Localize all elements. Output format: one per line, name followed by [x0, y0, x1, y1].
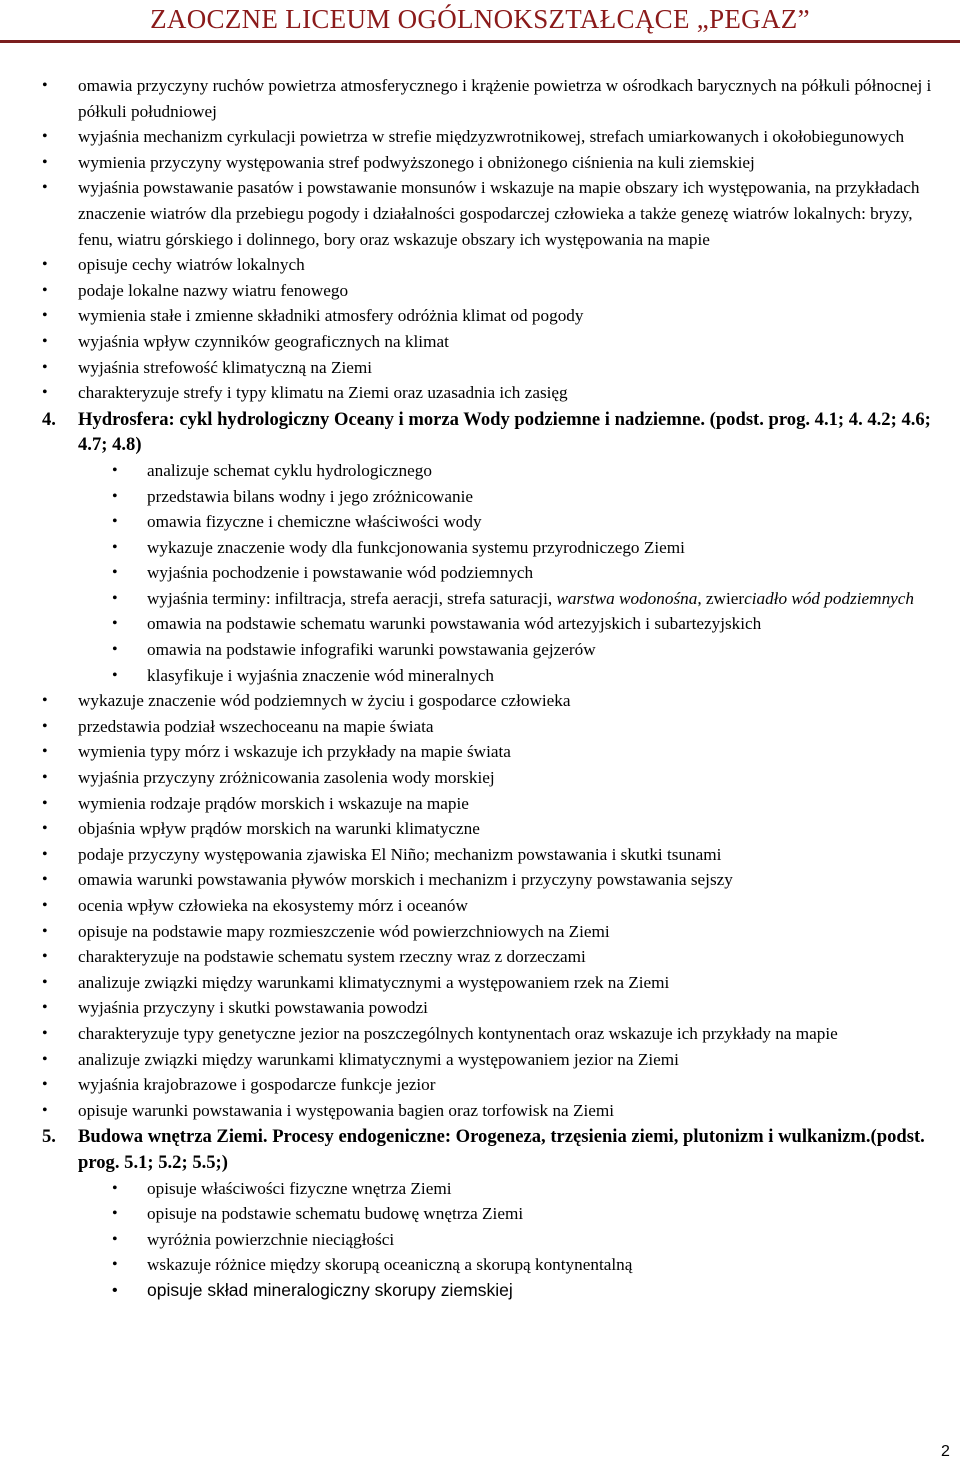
section-5-heading: [0, 1124, 960, 1175]
list-item: • wykazuje znaczenie wód podziemnych w życiu i gospodarce człowieka: [0, 688, 960, 714]
sub-list-item: • wykazuje znaczenie wody dla funkcjonowania systemu przyrodniczego Ziemi: [0, 535, 960, 561]
list-item: • charakteryzuje strefy i typy klimatu na Ziemi oraz uzasadnia ich zasięg: [0, 380, 960, 406]
term-italic: warstwa wodonośna: [556, 588, 698, 608]
list-item: • wyjaśnia przyczyny i skutki powstawania powodzi: [0, 995, 960, 1021]
list-item: • wymienia stałe i zmienne składniki atmosfery odróżnia klimat od pogody: [0, 303, 960, 329]
objectives-list-top: [0, 73, 960, 406]
sub-list-item: • omawia fizyczne i chemiczne właściwości wody: [0, 509, 960, 535]
section-number: 4.: [42, 408, 56, 430]
list-item: • wymienia przyczyny występowania stref podwyższonego i obniżonego ciśnienia na kuli ziemskiej: [0, 150, 960, 176]
list-item: • podaje lokalne nazwy wiatru fenowego: [0, 278, 960, 304]
list-item: • wyjaśnia mechanizm cyrkulacji powietrza w strefie międzyzwrotnikowej, strefach umiarkowanych i okołobiegunowych: [0, 124, 960, 150]
sub-list-item: • wskazuje różnice między skorupą oceaniczną a skorupą kontynentalną: [0, 1252, 960, 1278]
term-italic: ciadło wód podziemnych: [744, 588, 915, 608]
list-item: • podaje przyczyny występowania zjawiska El Niño; mechanizm powstawania i skutki tsunami: [0, 842, 960, 868]
list-item: • omawia warunki powstawania pływów morskich i mechanizm i przyczyny powstawania sejszy: [0, 867, 960, 893]
list-item: • wyjaśnia krajobrazowe i gospodarcze funkcje jezior: [0, 1072, 960, 1098]
school-title: ZAOCZNE LICEUM OGÓLNOKSZTAŁCĄCE „PEGAZ”: [150, 4, 810, 34]
list-item: • wymienia typy mórz i wskazuje ich przykłady na mapie świata: [0, 739, 960, 765]
sub-list-item: • wyróżnia powierzchnie nieciągłości: [0, 1227, 960, 1253]
list-item: • przedstawia podział wszechoceanu na mapie świata: [0, 714, 960, 740]
list-item: • analizuje związki między warunkami klimatycznymi a występowaniem rzek na Ziemi: [0, 970, 960, 996]
section-5-sublist: [0, 1176, 960, 1304]
section-number: 5.: [42, 1126, 56, 1148]
sub-list-item: • omawia na podstawie schematu warunki powstawania wód artezyjskich i subartezyjskich: [0, 611, 960, 637]
section-4-sublist: [0, 458, 960, 688]
sub-list-item: • omawia na podstawie infografiki warunki powstawania gejzerów: [0, 637, 960, 663]
list-item: • wymienia rodzaje prądów morskich i wskazuje na mapie: [0, 791, 960, 817]
page-header: [0, 0, 960, 42]
list-item: • analizuje związki między warunkami klimatycznymi a występowaniem jezior na Ziemi: [0, 1047, 960, 1073]
list-item: • wyjaśnia powstawanie pasatów i powstawanie monsunów i wskazuje na mapie obszary ich występowania, na przykładach znaczenie wiatrów dla przebiegu pogody i działalności gospodarczej człowieka a także genezę wiatrów lokalnych: bryzy, fenu, wiatru górskiego i dolinnego, bory oraz wskazuje obszary ich występowania na mapie: [0, 175, 960, 252]
list-item: • opisuje na podstawie mapy rozmieszczenie wód powierzchniowych na Ziemi: [0, 919, 960, 945]
page-number: 2: [941, 1443, 950, 1460]
list-item: • objaśnia wpływ prądów morskich na warunki klimatyczne: [0, 816, 960, 842]
list-item: • opisuje warunki powstawania i występowania bagien oraz torfowisk na Ziemi: [0, 1098, 960, 1124]
sub-list-item: • przedstawia bilans wodny i jego zróżnicowanie: [0, 484, 960, 510]
list-item: • wyjaśnia przyczyny zróżnicowania zasolenia wody morskiej: [0, 765, 960, 791]
section-4-heading: [0, 407, 960, 458]
list-item: • wyjaśnia wpływ czynników geograficznych na klimat: [0, 329, 960, 355]
sub-list-item: • opisuje na podstawie schematu budowę wnętrza Ziemi: [0, 1201, 960, 1227]
section-4-list: [0, 688, 960, 1123]
sub-list-item: • wyjaśnia pochodzenie i powstawanie wód podziemnych: [0, 560, 960, 586]
section-title: Budowa wnętrza Ziemi. Procesy endogeniczne: Orogeneza, trzęsienia ziemi, plutonizm i wulkanizm.(podst. prog. 5.1; 5.2; 5.5;): [78, 1126, 925, 1173]
list-item: • opisuje cechy wiatrów lokalnych: [0, 252, 960, 278]
list-item: • charakteryzuje na podstawie schematu system rzeczny wraz z dorzeczami: [0, 944, 960, 970]
terms-middle: , zwier: [697, 588, 745, 608]
list-item: • wyjaśnia strefowość klimatyczną na Ziemi: [0, 355, 960, 381]
section-title: Hydrosfera: cykl hydrologiczny Oceany i morza Wody podziemne i nadziemne. (podst. prog. 4.1; 4. 4.2; 4.6; 4.7; 4.8): [78, 408, 931, 456]
sub-list-item: • opisuje właściwości fizyczne wnętrza Ziemi: [0, 1176, 960, 1202]
sub-list-item-terms: [0, 586, 960, 612]
sub-list-item: • klasyfikuje i wyjaśnia znaczenie wód mineralnych: [0, 663, 960, 689]
sub-list-item: • opisuje skład mineralogiczny skorupy ziemskiej: [0, 1278, 960, 1304]
terms-prefix: wyjaśnia terminy: infiltracja, strefa aeracji, strefa saturacji,: [147, 588, 557, 608]
list-item: • omawia przyczyny ruchów powietrza atmosferycznego i krążenie powietrza w ośrodkach barycznych na półkuli północnej i półkuli południowej: [0, 73, 960, 124]
header-rule: [0, 40, 960, 43]
document-body: [0, 73, 960, 1304]
list-item: • ocenia wpływ człowieka na ekosystemy mórz i oceanów: [0, 893, 960, 919]
sub-list-item: • analizuje schemat cyklu hydrologicznego: [0, 458, 960, 484]
list-item: • charakteryzuje typy genetyczne jezior na poszczególnych kontynentach oraz wskazuje ich przykłady na mapie: [0, 1021, 960, 1047]
